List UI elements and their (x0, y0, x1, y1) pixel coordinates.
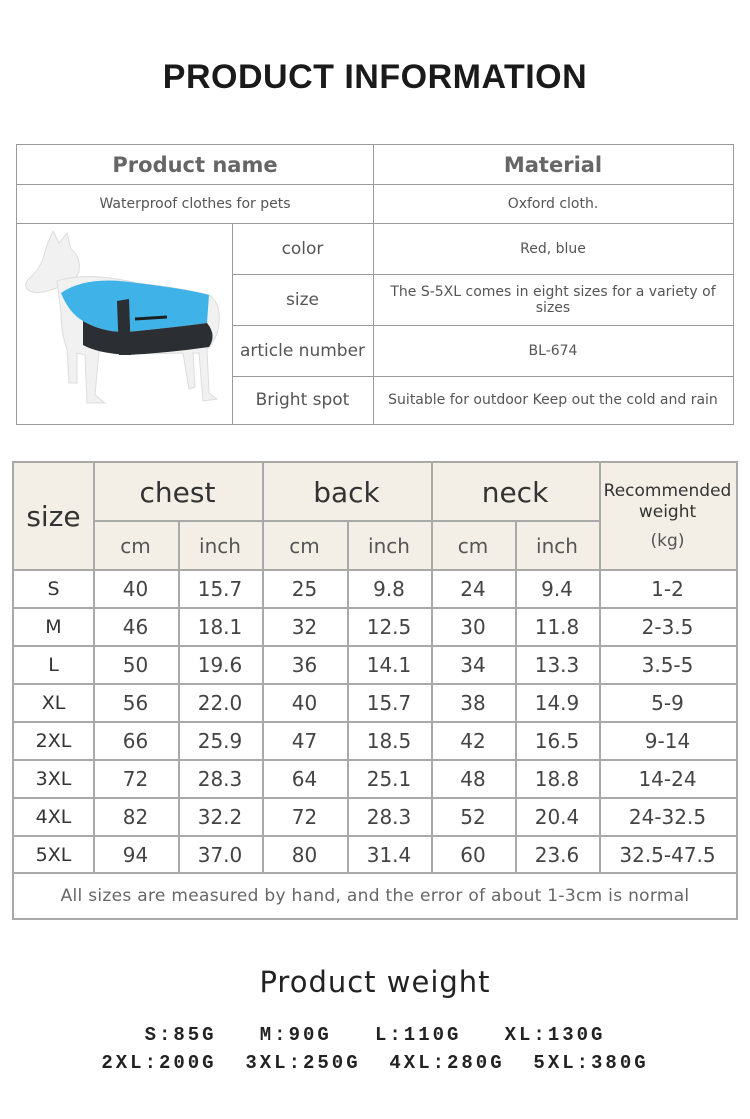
size-row-6-chest-cm: 72 (122, 767, 149, 791)
size-row-2-size: M (45, 616, 62, 638)
size-row-2-back-cm: 32 (291, 615, 318, 639)
size-row-7-chest-cm: 82 (122, 805, 149, 829)
size-row-1-neck-inch: 9.4 (541, 577, 573, 601)
size-row-8-recommended-weight: 32.5-47.5 (619, 843, 716, 867)
size-row-5-size: 2XL (35, 730, 72, 752)
size-row-6-chest-inch: 28.3 (197, 767, 243, 791)
product-image (17, 223, 232, 424)
recommended-line2: weight (638, 502, 697, 522)
size-row-6-back-inch: 25.1 (366, 767, 412, 791)
size-row-4-back-cm: 40 (291, 691, 318, 715)
product-name-header: Product name (112, 152, 278, 177)
size-row-8-chest-cm: 94 (122, 843, 149, 867)
dog-jacket-image (17, 223, 232, 424)
chest-cm-header: cm (120, 533, 151, 558)
size-value: The S-5XL comes in eight sizes for a variety of sizes (390, 283, 716, 316)
back-cm-header: cm (289, 533, 320, 558)
size-row-2-neck-cm: 30 (460, 615, 486, 639)
size-row-5-back-inch: 18.5 (366, 729, 412, 753)
size-row-2-chest-inch: 18.1 (197, 615, 243, 639)
size-row-8-size: 5XL (35, 844, 72, 866)
size-row-8-neck-inch: 23.6 (534, 843, 580, 867)
size-row-4-chest-inch: 22.0 (197, 691, 243, 715)
article-number-label: article number (239, 340, 366, 361)
neck-inch-header: inch (536, 533, 578, 558)
size-row-1-back-inch: 9.8 (373, 577, 405, 601)
size-row-1-back-cm: 25 (291, 577, 318, 601)
product-weight-title: Product weight (259, 965, 491, 999)
size-row-1-chest-inch: 15.7 (197, 577, 243, 601)
back-header: back (313, 475, 380, 509)
size-row-7-neck-cm: 52 (460, 805, 486, 829)
size-row-7-neck-inch: 20.4 (534, 805, 580, 829)
size-row-3-size: L (48, 654, 59, 676)
size-row-7-back-cm: 72 (291, 805, 318, 829)
size-row-8-back-inch: 31.4 (366, 843, 412, 867)
size-row-5-neck-inch: 16.5 (534, 729, 580, 753)
size-label: size (286, 289, 319, 310)
size-row-6-size: 3XL (35, 768, 72, 790)
size-row-4-back-inch: 15.7 (366, 691, 412, 715)
size-row-3-neck-cm: 34 (460, 653, 486, 677)
page-title: PRODUCT INFORMATION (162, 58, 588, 96)
size-row-4-neck-inch: 14.9 (534, 691, 580, 715)
size-row-5-chest-inch: 25.9 (197, 729, 243, 753)
product-weight-line-2: 2XL:200G 3XL:250G 4XL:280G 5XL:380G (101, 1052, 649, 1074)
size-row-7-chest-inch: 32.2 (197, 805, 243, 829)
size-row-2-neck-inch: 11.8 (534, 615, 580, 639)
color-value: Red, blue (520, 240, 586, 257)
product-weight-line-1: S:85G M:90G L:110G XL:130G (144, 1024, 606, 1046)
product-info-table (16, 144, 734, 425)
size-row-3-chest-inch: 19.6 (197, 653, 243, 677)
back-inch-header: inch (368, 533, 410, 558)
size-row-6-back-cm: 64 (291, 767, 318, 791)
size-row-1-neck-cm: 24 (460, 577, 486, 601)
neck-cm-header: cm (457, 533, 489, 558)
size-row-8-chest-inch: 37.0 (197, 843, 243, 867)
size-row-2-recommended-weight: 2-3.5 (641, 615, 694, 639)
chest-header: chest (139, 475, 216, 509)
size-row-1-recommended-weight: 1-2 (651, 577, 684, 601)
size-row-4-chest-cm: 56 (122, 691, 149, 715)
product-name-value: Waterproof clothes for pets (99, 195, 291, 212)
size-row-1-chest-cm: 40 (122, 577, 149, 601)
size-row-2-back-inch: 12.5 (366, 615, 412, 639)
size-row-3-back-cm: 36 (291, 653, 318, 677)
size-row-4-neck-cm: 38 (460, 691, 486, 715)
neck-header: neck (481, 475, 549, 509)
material-header: Material (503, 152, 603, 177)
size-row-2-chest-cm: 46 (122, 615, 149, 639)
size-row-5-neck-cm: 42 (460, 729, 486, 753)
size-row-5-recommended-weight: 9-14 (644, 729, 691, 753)
size-row-8-back-cm: 80 (291, 843, 318, 867)
recommended-line1: Recommended (603, 481, 732, 501)
size-chart-table (12, 461, 738, 920)
size-row-7-size: 4XL (35, 806, 72, 828)
size-header: size (26, 500, 81, 533)
size-row-6-recommended-weight: 14-24 (638, 767, 697, 791)
size-row-7-recommended-weight: 24-32.5 (628, 805, 707, 829)
size-row-7-back-inch: 28.3 (366, 805, 412, 829)
recommended-unit: (kg) (650, 531, 685, 551)
size-row-3-back-inch: 14.1 (366, 653, 412, 677)
bright-spot-value: Suitable for outdoor Keep out the cold and rain (388, 392, 718, 408)
bright-spot-label: Bright spot (255, 390, 350, 410)
material-value: Oxford cloth. (507, 195, 599, 212)
size-row-3-recommended-weight: 3.5-5 (641, 653, 694, 677)
size-row-5-back-cm: 47 (291, 729, 318, 753)
size-row-3-chest-cm: 50 (122, 653, 149, 677)
size-row-8-neck-cm: 60 (460, 843, 486, 867)
color-label: color (281, 238, 324, 259)
chest-inch-header: inch (199, 533, 241, 558)
recommended-weight-header (599, 463, 736, 570)
measurement-note: All sizes are measured by hand, and the error of about 1-3cm is normal (60, 885, 690, 906)
size-row-5-chest-cm: 66 (122, 729, 149, 753)
size-row-3-neck-inch: 13.3 (534, 653, 580, 677)
article-number-value: BL-674 (528, 342, 578, 359)
size-row-6-neck-inch: 18.8 (534, 767, 580, 791)
size-row-6-neck-cm: 48 (460, 767, 486, 791)
size-row-1-size: S (47, 578, 60, 600)
size-row-4-size: XL (41, 692, 66, 714)
size-row-4-recommended-weight: 5-9 (651, 691, 684, 715)
